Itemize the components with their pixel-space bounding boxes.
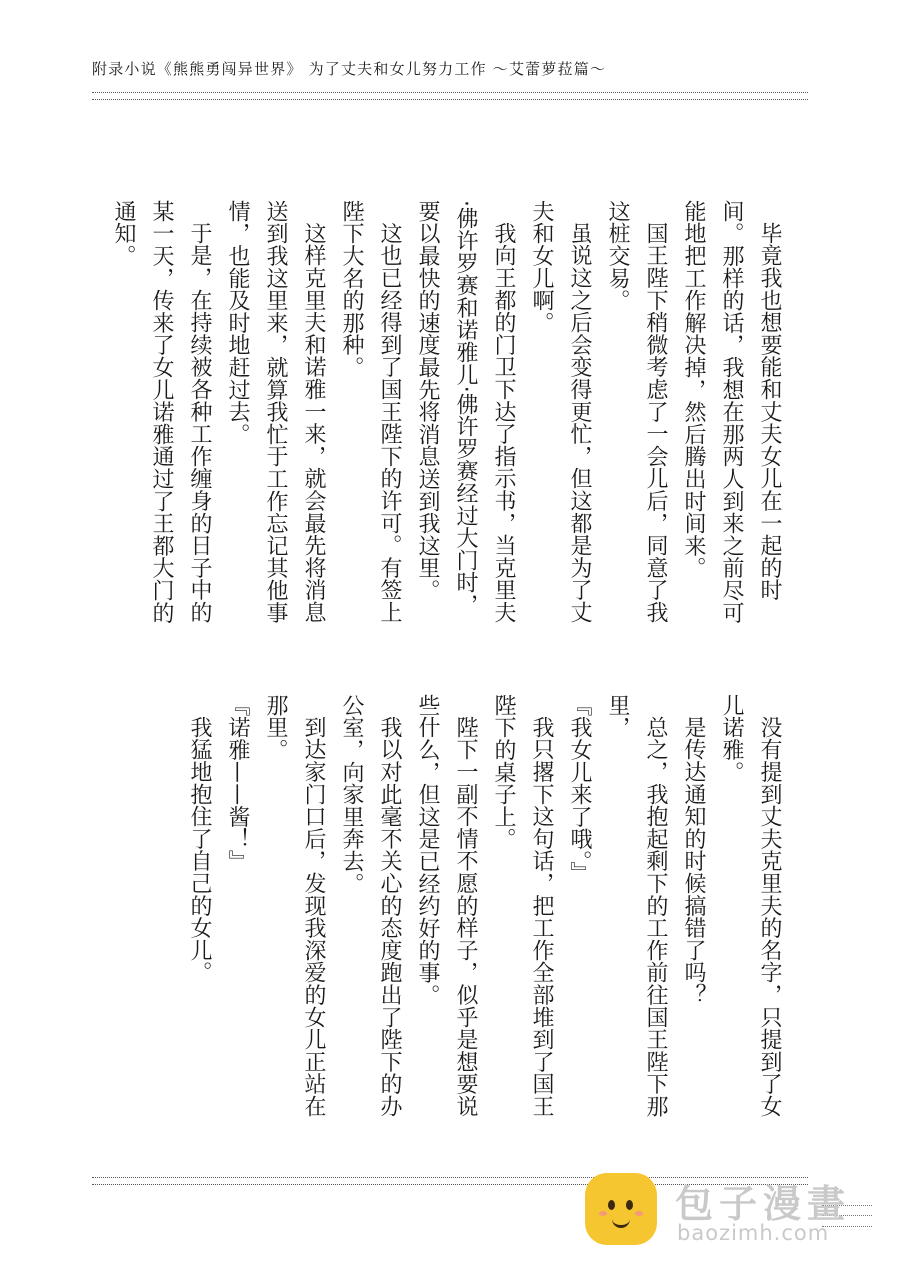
mascot-right-cheek: [635, 1211, 643, 1216]
mascot-left-cheek: [599, 1211, 607, 1216]
mascot-left-eye: [608, 1200, 615, 1210]
header-divider: [92, 92, 808, 100]
paragraph: 国王陛下稍微考虑了一会儿后，同意了我这桩交易。: [605, 200, 668, 624]
watermark-domain: baozimh.com: [677, 1221, 830, 1245]
running-header-title: 附录小说《熊熊勇闯异世界》 为了丈夫和女儿努力工作 ～艾蕾萝菈篇～: [92, 60, 607, 78]
watermark-brand: 包子漫畫: [675, 1182, 852, 1226]
paragraph: 我向王都的门卫下达了指示书，当克里夫·佛许罗赛和诺雅儿·佛许罗赛经过大门时，要以最快的速度最先将消息送到我这里。: [415, 200, 516, 624]
mascot-right-eye: [626, 1200, 633, 1210]
paragraph: 『诺雅——酱！』: [225, 694, 250, 873]
bun-mascot-icon: [585, 1173, 657, 1245]
paragraph: 没有提到丈夫克里夫的名字，只提到了女儿诺雅。: [719, 694, 782, 1118]
paragraph: 毕竟我也想要能和丈夫女儿在一起的时间。那样的话，我想在那两人到来之前尽可能地把工作解决掉，然后腾出时间来。: [681, 200, 782, 624]
paragraph: 这样克里夫和诺雅一来，就会最先将消息送到我这里来，就算我忙于工作忘记其他事情，也能及时地赶过去。: [225, 200, 326, 624]
mascot-mouth: [612, 1216, 630, 1228]
paragraph: 我以对此毫不关心的态度跑出了陛下的办公室，向家里奔去。: [339, 694, 402, 1118]
paragraph: 我猛地抱住了自己的女儿。: [187, 716, 212, 984]
paragraph: 是传达通知的时候搞错了吗？: [681, 716, 706, 1006]
paragraph: 到达家门口后，发现我深爱的女儿正站在那里。: [263, 694, 326, 1118]
paragraph: 总之，我抱起剩下的工作前往国王陛下那里，: [605, 694, 668, 1118]
paragraph: 这也已经得到了国王陛下的许可。有签上陛下大名的那种。: [339, 200, 402, 624]
upper-text-block: [98, 200, 788, 630]
paragraph: 陛下一副不情不愿的样子，似乎是想要说些什么，但这是已经约好的事。: [415, 694, 478, 1118]
paragraph: 『我女儿来了哦。』: [567, 694, 592, 884]
paragraph: 虽说这之后会变得更忙，但这都是为了丈夫和女儿啊。: [529, 200, 592, 624]
paragraph: 我只撂下这句话，把工作全部堆到了国王陛下的桌子上。: [491, 694, 554, 1118]
site-watermark: [585, 1173, 885, 1253]
lower-text-block: [98, 694, 788, 1134]
paragraph: 于是，在持续被各种工作缠身的日子中的某一天，传来了女儿诺雅通过了王都大门的通知。: [111, 200, 212, 624]
